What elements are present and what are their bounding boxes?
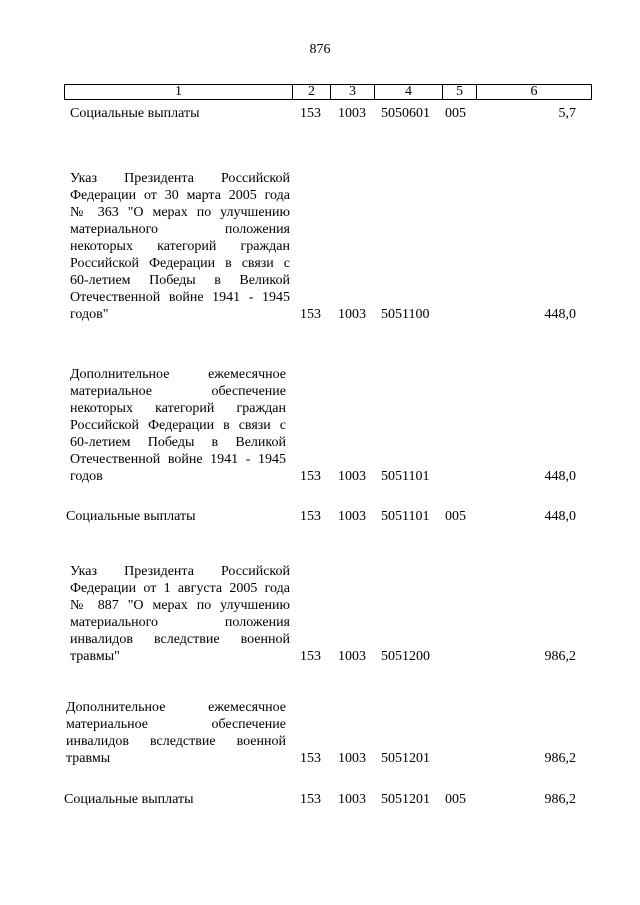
cell-col-6: 5,7 [558,106,576,121]
cell-col-4: 5051101 [381,469,430,484]
description-line: травмы" [70,649,120,664]
cell-col-4: 5051101 [381,509,430,524]
description-line: Отечественной войне 1941 - 1945 [70,452,286,467]
description-line: травмы [66,751,111,766]
cell-col-2: 153 [300,307,321,322]
cell-col-2: 153 [300,792,321,807]
cell-col-2: 153 [300,649,321,664]
cell-col-6: 986,2 [544,751,576,766]
cell-col-2: 153 [300,751,321,766]
cell-col-2: 153 [300,509,321,524]
row-description [70,105,290,122]
description-line: Российской Федерации в связи с [70,256,290,271]
description-line: материальное обеспечение [66,717,286,732]
cell-col-4: 5050601 [381,106,430,121]
cell-col-3: 1003 [338,751,366,766]
row-description [70,366,286,485]
description-line: Отечественной войне 1941 - 1945 [70,290,290,305]
header-col-5: 5 [443,85,477,99]
description-line: № 363 "О мерах по улучшению [70,205,290,220]
cell-col-4: 5051100 [381,307,430,322]
description-line: годов" [70,307,109,322]
cell-col-2: 153 [300,106,321,121]
row-description [70,563,290,665]
row-description [66,508,286,525]
cell-col-5: 005 [445,106,466,121]
row-description [64,791,284,808]
header-col-6: 6 [530,84,538,99]
cell-col-4: 5051201 [381,792,430,807]
cell-col-3: 1003 [338,307,366,322]
cell-col-4: 5051200 [381,649,430,664]
table-header [64,84,592,100]
description-line: Дополнительное ежемесячное [70,367,286,382]
header-col-4: 4 [375,85,443,99]
description-line: 60-летием Победы в Великой [70,435,286,450]
description-line: инвалидов вследствие военной [66,734,286,749]
description-line: Социальные выплаты [70,106,200,121]
description-line: годов [70,469,103,484]
description-line: материальное обеспечение [70,384,286,399]
description-line: материального положения [70,222,290,237]
description-line: Дополнительное ежемесячное [66,700,286,715]
row-description [66,699,286,767]
cell-col-6: 986,2 [544,792,576,807]
header-col-1: 1 [65,85,293,99]
cell-col-3: 1003 [338,469,366,484]
page-number: 876 [309,42,331,57]
cell-col-5: 005 [445,509,466,524]
cell-col-6: 448,0 [544,509,576,524]
cell-col-6: 448,0 [544,307,576,322]
cell-col-5: 005 [445,792,466,807]
cell-col-2: 153 [300,469,321,484]
cell-col-3: 1003 [338,106,366,121]
description-line: № 887 "О мерах по улучшению [70,598,290,613]
description-line: материального положения [70,615,290,630]
cell-col-4: 5051201 [381,751,430,766]
description-line: 60-летием Победы в Великой [70,273,290,288]
cell-col-3: 1003 [338,792,366,807]
row-description [70,170,290,323]
description-line: Указ Президента Российской [70,564,290,579]
description-line: Социальные выплаты [64,792,194,807]
description-line: Российской Федерации в связи с [70,418,286,433]
header-col-3: 3 [331,85,375,99]
cell-col-6: 986,2 [544,649,576,664]
description-line: некоторых категорий граждан [70,401,286,416]
cell-col-3: 1003 [338,649,366,664]
cell-col-6: 448,0 [544,469,576,484]
description-line: Социальные выплаты [66,509,196,524]
cell-col-3: 1003 [338,509,366,524]
description-line: инвалидов вследствие военной [70,632,290,647]
description-line: Федерации от 30 марта 2005 года [70,188,290,203]
description-line: Указ Президента Российской [70,171,290,186]
description-line: Федерации от 1 августа 2005 года [70,581,290,596]
header-col-2: 2 [293,85,331,99]
description-line: некоторых категорий граждан [70,239,290,254]
